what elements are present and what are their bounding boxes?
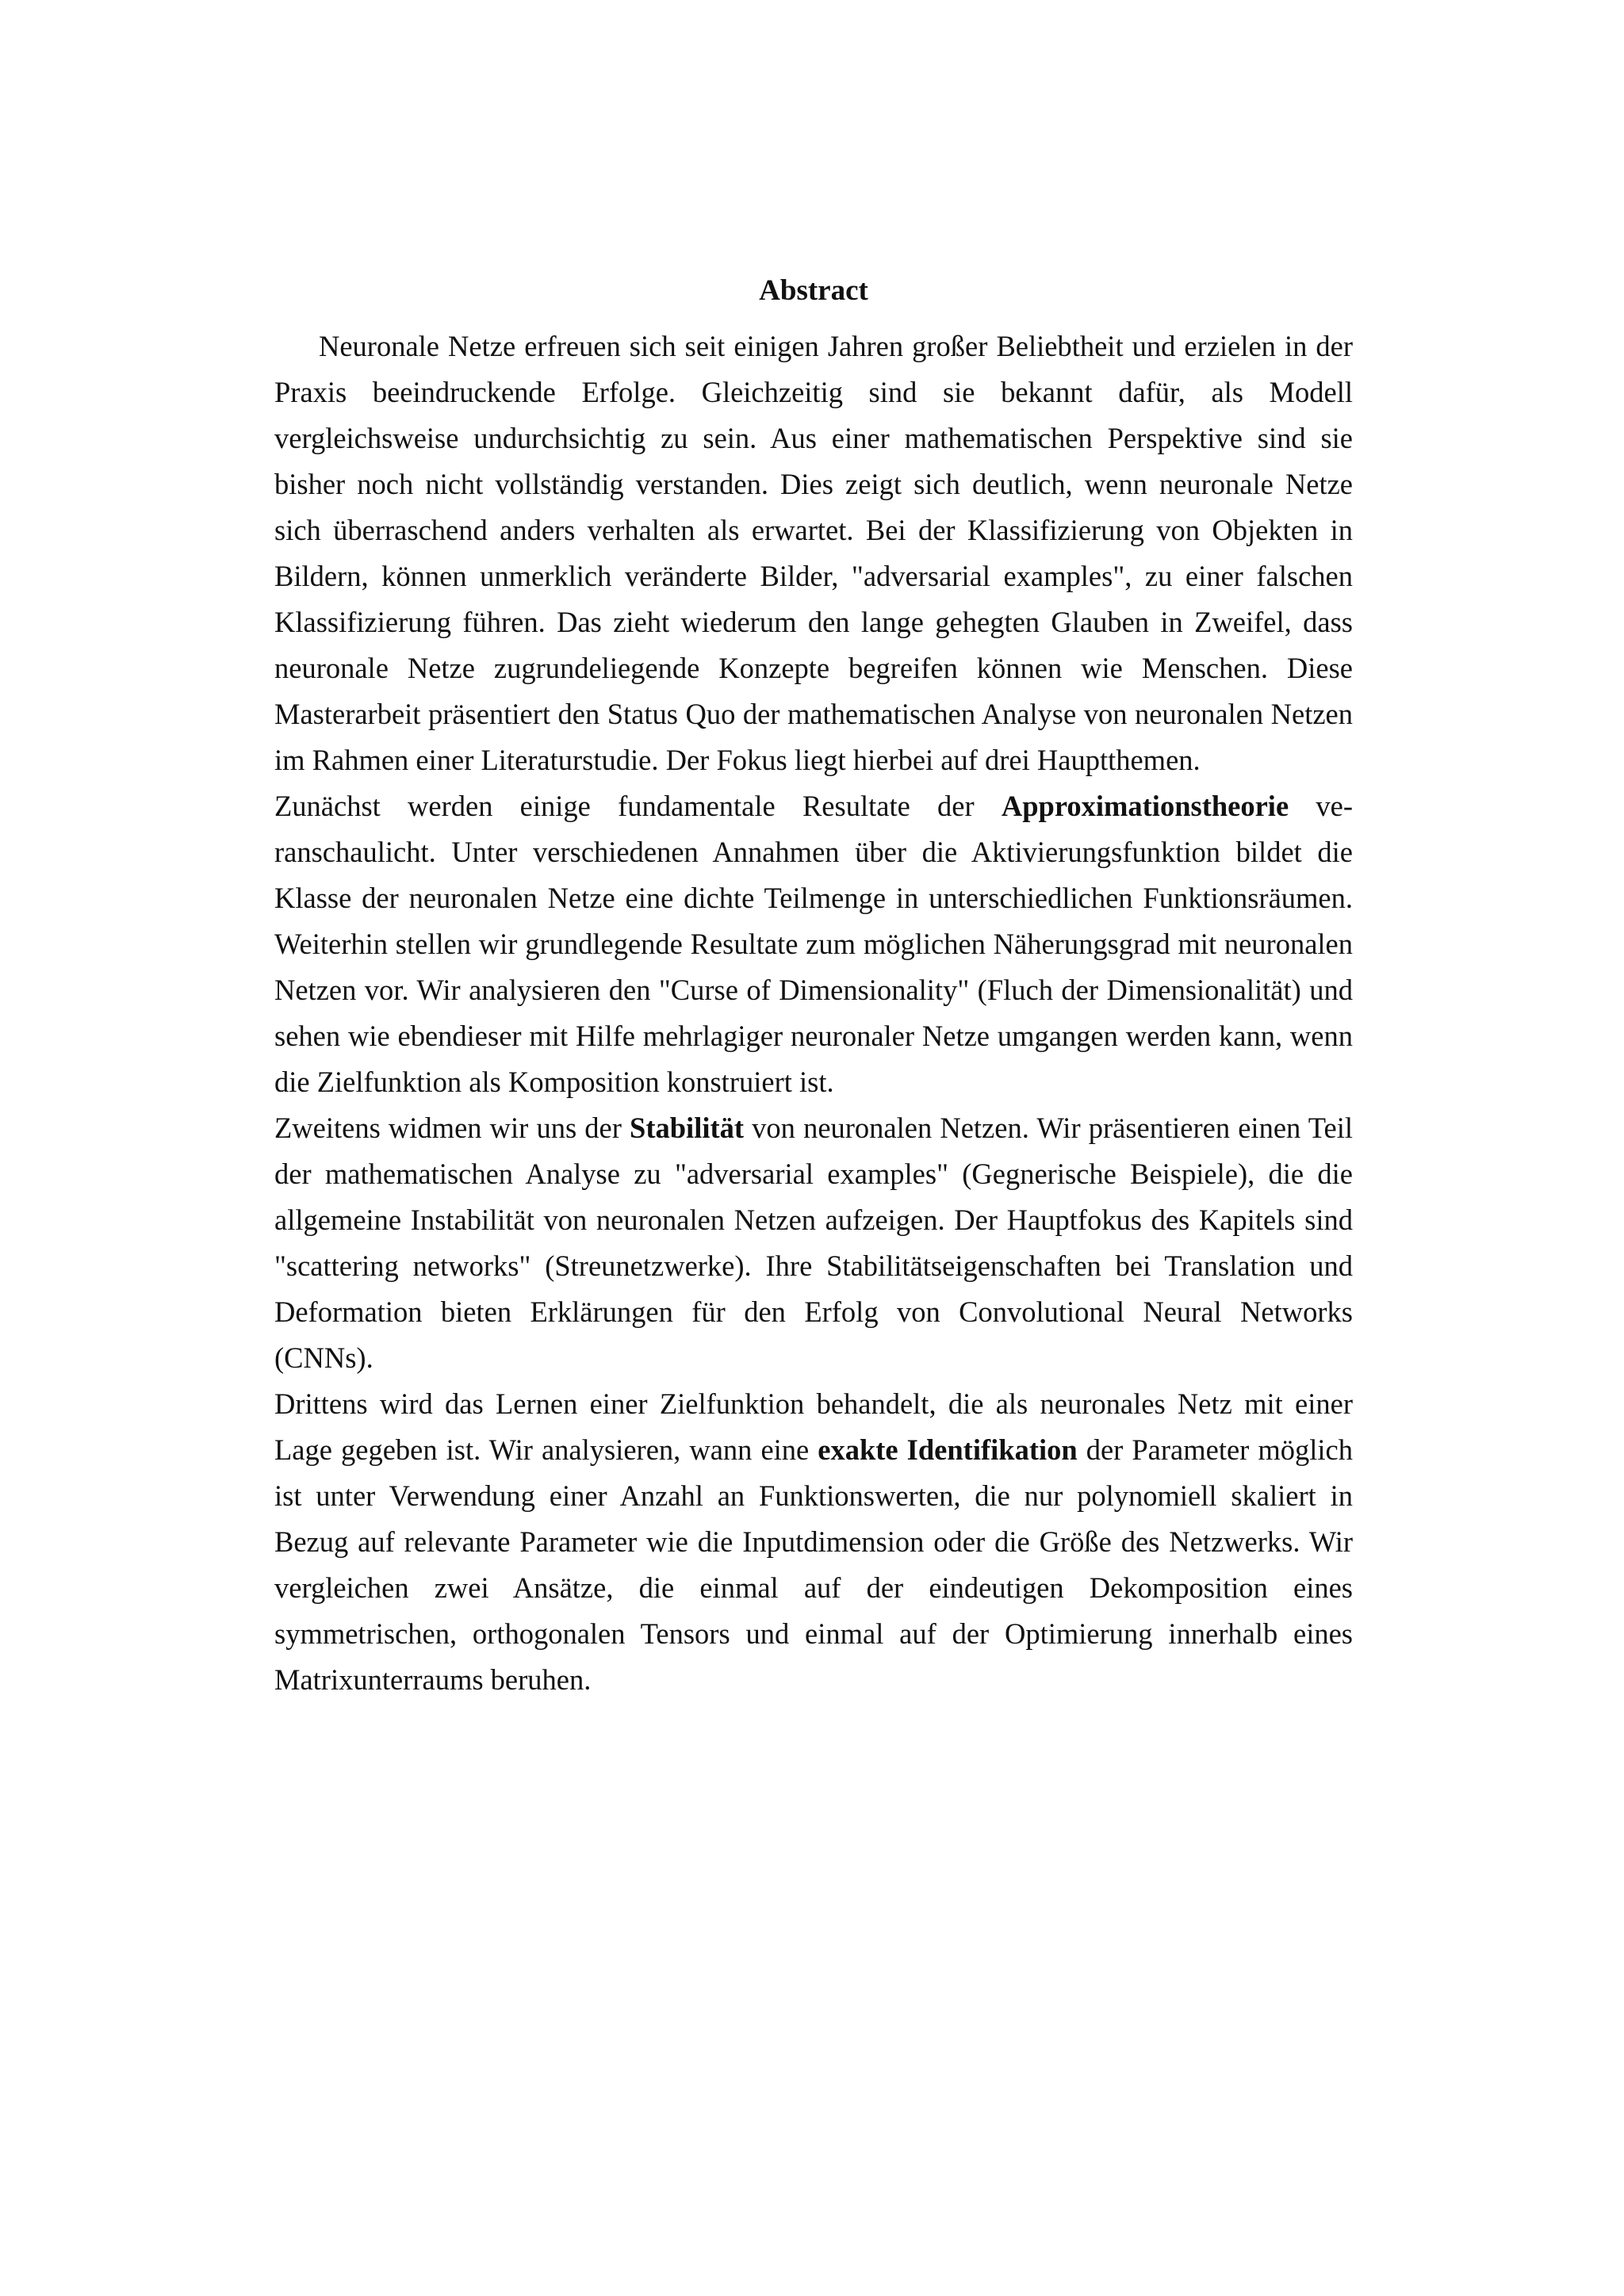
abstract-intro-paragraph: Neuronale Netze erfreuen sich seit einigen Jahren großer Beliebtheit und erzielen in der Praxis beeindruckende Erfolge. Gleichzeitig sind sie bekannt dafür, als Modell vergleichsweise undurchsichtig zu sein. Aus einer mathematischen Perspektive sind sie bisher noch nicht vollständig verstanden. Dies zeigt sich deutlich, wenn neuronale Netze sich überraschend anders verhalten als erwartet. Bei der Klassifizierung von Objekten in Bildern, können unmerklich veränderte Bilder, "adversarial examples", zu einer falschen Klassifizierung führen. Das zieht wiederum den lange gehegten Glauben in Zweifel, dass neuronale Netze zugrundeliegende Konzepte begreifen können wie Menschen. Diese Masterarbeit präsentiert den Status Quo der mathematischen Analyse von neuronalen Netzen im Rahmen einer Literaturstudie. Der Fokus liegt hierbei auf drei Hauptthemen. — [274, 330, 1353, 776]
identification-keyword: exakte Identifikation — [818, 1433, 1078, 1466]
approximation-text-start: Zunächst werden einige fundamentale Resultate der — [274, 790, 1002, 822]
stability-text-end: von neuronalen Netzen. Wir präsentieren einen Teil der mathematischen Analyse zu "adversarial examples" (Gegnerische Beispiele), die die allgemeine Instabilität von neuronalen Netzen aufzeigen. Der Hauptfokus des Kapitels sind "scattering networks" (Streunetzwerke). Ihre Stabilitätseigenschaften bei Translation und Deformation bieten Erklärungen für den Erfolg von Convolutional Neural Networks (CNNs). — [274, 1112, 1353, 1374]
approximation-text-end: veranschaulicht. Unter verschiedenen Annahmen über die Aktivierungsfunktion bildet die Klasse der neuronalen Netze eine dichte Teilmenge in unterschiedlichen Funktionsräumen. Weiterhin stellen wir grundlegende Resultate zum möglichen Näherungsgrad mit neuronalen Netzen vor. Wir analysieren den "Curse of Dimensionality" (Fluch der Dimensionalität) und sehen wie ebendieser mit Hilfe mehrlagiger neuronaler Netze umgangen werden kann, wenn die Zielfunktion als Komposition konstruiert ist. — [274, 790, 1353, 1098]
abstract-section — [274, 268, 1353, 1703]
abstract-heading: Abstract — [759, 274, 868, 307]
approximation-keyword: Approximationstheorie — [1001, 790, 1289, 822]
stability-keyword: Stabilität — [630, 1112, 745, 1144]
stability-text-start: Zweitens widmen wir uns der — [274, 1112, 630, 1144]
identification-text-start: Drittens wird das Lernen einer Zielfunktion behandelt, die als neuronales Netz mit einer Lage gegeben ist. Wir analysieren, wann eine — [274, 1387, 1353, 1466]
identification-text-end: der Parameter möglich ist unter Verwendung einer Anzahl an Funktionswerten, die nur polynomiell skaliert in Bezug auf relevante Parameter wie die Inputdimension oder die Größe des Netzwerks. Wir vergleichen zwei Ansätze, die einmal auf der eindeutigen Dekomposition eines symmetrischen, orthogonalen Tensors und einmal auf der Optimierung innerhalb eines Matrixunterraums beruhen. — [274, 1433, 1353, 1696]
stability-paragraph — [274, 1105, 1353, 1381]
approximation-paragraph — [274, 783, 1353, 1105]
identification-paragraph — [274, 1381, 1353, 1703]
